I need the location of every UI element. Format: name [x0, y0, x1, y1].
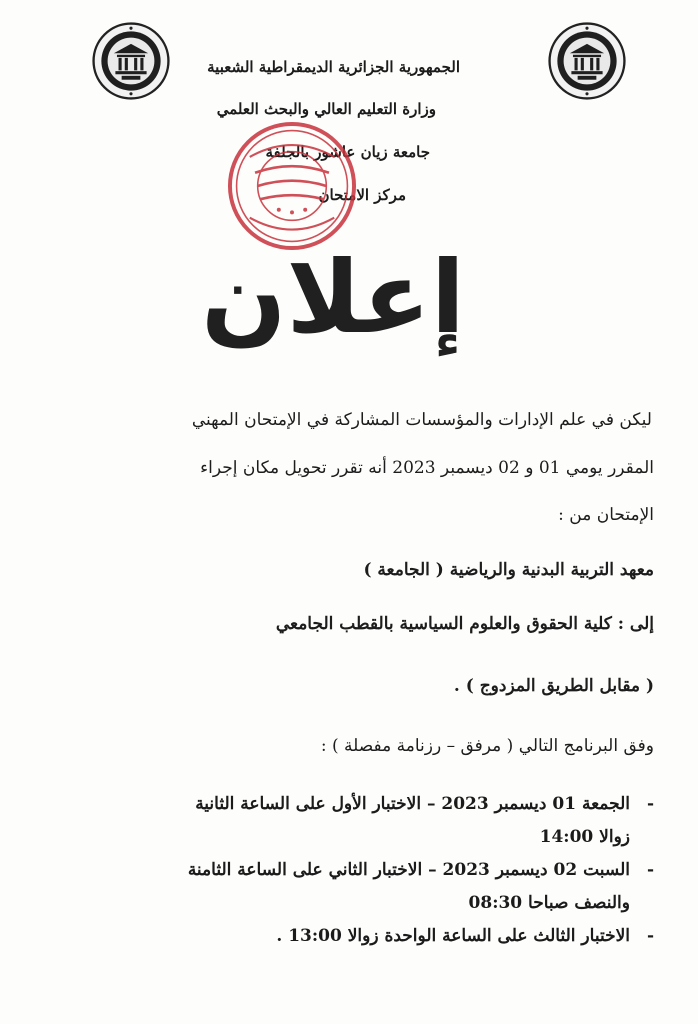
schedule-item-text: الجمعة 01 ديسمبر 2023 – الاختبار الأول على الساعة الثانية — [195, 794, 630, 814]
to-place-detail: ( مقابل الطريق المزدوج ) . — [453, 676, 654, 696]
schedule-item-time: والنصف صباحا 08:30 — [468, 893, 630, 913]
list-item — [42, 854, 654, 920]
to-place: إلى : كلية الحقوق والعلوم السياسية بالقطب الجامعي — [275, 614, 654, 634]
faculty-stamp-icon — [226, 120, 358, 252]
university-name: جامعة زيان عاشور بالجلفة — [265, 143, 430, 161]
body-line-1: ليكن في علم الإدارات والمؤسسات المشاركة في الإمتحان المهني — [191, 410, 652, 430]
schedule-list — [42, 788, 654, 953]
body-line-3: الإمتحان من : — [558, 505, 654, 525]
from-place: معهد التربية البدنية والرياضية ( الجامعة ) — [363, 560, 654, 580]
ministry-name: وزارة التعليم العالي والبحث العلمي — [216, 100, 436, 118]
university-seal-icon — [548, 22, 626, 100]
schedule-item-time: زوالا 14:00 — [539, 827, 630, 847]
university-seal-icon — [92, 22, 170, 100]
list-item — [42, 788, 654, 854]
program-intro: وفق البرنامج التالي ( مرفق – رزنامة مفصلة ) : — [320, 736, 654, 756]
republic-name: الجمهورية الجزائرية الديمقراطية الشعبية — [207, 58, 460, 76]
schedule-item-text: الاختبار الثالث على الساعة الواحدة زوالا 13:00 . — [276, 926, 630, 946]
list-item — [42, 920, 654, 953]
bullet-marker: - — [646, 794, 654, 814]
body-line-2: المقرر يومي 01 و 02 ديسمبر 2023 أنه تقرر تحويل مكان إجراء — [200, 458, 654, 478]
bullet-marker: - — [646, 860, 654, 880]
schedule-item-text: السبت 02 ديسمبر 2023 – الاختبار الثاني على الساعة الثامنة — [187, 860, 630, 880]
bullet-marker: - — [646, 926, 654, 946]
exam-center-name: مركز الامتحان — [318, 186, 406, 204]
announcement-title: إعلان — [201, 239, 465, 356]
